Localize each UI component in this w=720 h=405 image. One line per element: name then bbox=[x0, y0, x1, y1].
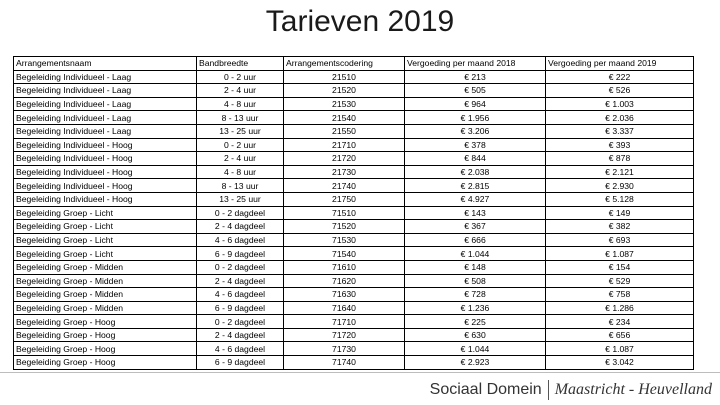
cell-arrangementsnaam: Begeleiding Individueel - Hoog bbox=[14, 192, 197, 206]
cell-arrangementsnaam: Begeleiding Individueel - Hoog bbox=[14, 179, 197, 193]
tariff-table-container bbox=[13, 56, 693, 370]
cell-vergoeding-2018: € 1.044 bbox=[405, 247, 546, 261]
cell-vergoeding-2019: € 1.286 bbox=[546, 301, 694, 315]
cell-bandbreedte: 2 - 4 uur bbox=[197, 152, 284, 166]
tariff-table bbox=[13, 56, 694, 370]
cell-vergoeding-2019: € 2.121 bbox=[546, 165, 694, 179]
cell-arrangementsnaam: Begeleiding Individueel - Hoog bbox=[14, 138, 197, 152]
cell-arrangementsnaam: Begeleiding Individueel - Hoog bbox=[14, 165, 197, 179]
cell-vergoeding-2018: € 367 bbox=[405, 220, 546, 234]
table-row bbox=[14, 328, 694, 342]
cell-bandbreedte: 0 - 2 dagdeel bbox=[197, 260, 284, 274]
cell-vergoeding-2019: € 2.036 bbox=[546, 111, 694, 125]
table-body bbox=[14, 70, 694, 369]
table-row bbox=[14, 247, 694, 261]
cell-arrangementsnaam: Begeleiding Groep - Midden bbox=[14, 301, 197, 315]
footer-org: Sociaal Domein bbox=[429, 381, 542, 398]
table-row bbox=[14, 342, 694, 356]
cell-arrangementsnaam: Begeleiding Groep - Licht bbox=[14, 233, 197, 247]
cell-arrangementscodering: 21550 bbox=[284, 124, 405, 138]
cell-arrangementsnaam: Begeleiding Groep - Licht bbox=[14, 206, 197, 220]
cell-vergoeding-2018: € 378 bbox=[405, 138, 546, 152]
cell-arrangementsnaam: Begeleiding Groep - Licht bbox=[14, 220, 197, 234]
cell-bandbreedte: 13 - 25 uur bbox=[197, 124, 284, 138]
footer-region: Maastricht - Heuvelland bbox=[554, 381, 712, 398]
table-row bbox=[14, 152, 694, 166]
cell-vergoeding-2019: € 393 bbox=[546, 138, 694, 152]
cell-bandbreedte: 6 - 9 dagdeel bbox=[197, 356, 284, 370]
table-row bbox=[14, 138, 694, 152]
footer-branding bbox=[430, 379, 712, 401]
cell-arrangementscodering: 71710 bbox=[284, 315, 405, 329]
cell-vergoeding-2019: € 758 bbox=[546, 288, 694, 302]
cell-vergoeding-2018: € 964 bbox=[405, 97, 546, 111]
table-row bbox=[14, 301, 694, 315]
cell-bandbreedte: 2 - 4 dagdeel bbox=[197, 328, 284, 342]
table-row bbox=[14, 70, 694, 84]
table-row bbox=[14, 84, 694, 98]
table-row bbox=[14, 165, 694, 179]
cell-bandbreedte: 0 - 2 uur bbox=[197, 70, 284, 84]
cell-arrangementsnaam: Begeleiding Groep - Hoog bbox=[14, 315, 197, 329]
cell-vergoeding-2019: € 529 bbox=[546, 274, 694, 288]
cell-arrangementscodering: 71640 bbox=[284, 301, 405, 315]
table-row bbox=[14, 111, 694, 125]
cell-bandbreedte: 2 - 4 dagdeel bbox=[197, 220, 284, 234]
table-header-row bbox=[14, 57, 694, 71]
cell-bandbreedte: 6 - 9 dagdeel bbox=[197, 301, 284, 315]
cell-arrangementsnaam: Begeleiding Groep - Midden bbox=[14, 260, 197, 274]
cell-vergoeding-2018: € 2.923 bbox=[405, 356, 546, 370]
cell-arrangementsnaam: Begeleiding Individueel - Laag bbox=[14, 97, 197, 111]
cell-arrangementscodering: 21750 bbox=[284, 192, 405, 206]
cell-bandbreedte: 4 - 6 dagdeel bbox=[197, 342, 284, 356]
table-row bbox=[14, 179, 694, 193]
cell-vergoeding-2018: € 666 bbox=[405, 233, 546, 247]
cell-vergoeding-2019: € 656 bbox=[546, 328, 694, 342]
cell-bandbreedte: 2 - 4 dagdeel bbox=[197, 274, 284, 288]
cell-arrangementscodering: 71510 bbox=[284, 206, 405, 220]
page-title: Tarieven 2019 bbox=[265, 5, 455, 38]
cell-arrangementsnaam: Begeleiding Groep - Midden bbox=[14, 288, 197, 302]
cell-arrangementsnaam: Begeleiding Individueel - Laag bbox=[14, 70, 197, 84]
cell-vergoeding-2019: € 3.042 bbox=[546, 356, 694, 370]
cell-vergoeding-2018: € 4.927 bbox=[405, 192, 546, 206]
header-vergoeding-2019: Vergoeding per maand 2019 bbox=[546, 57, 694, 71]
cell-vergoeding-2019: € 878 bbox=[546, 152, 694, 166]
cell-vergoeding-2019: € 3.337 bbox=[546, 124, 694, 138]
cell-vergoeding-2018: € 505 bbox=[405, 84, 546, 98]
cell-arrangementscodering: 71610 bbox=[284, 260, 405, 274]
cell-arrangementscodering: 21710 bbox=[284, 138, 405, 152]
cell-vergoeding-2018: € 1.236 bbox=[405, 301, 546, 315]
cell-bandbreedte: 2 - 4 uur bbox=[197, 84, 284, 98]
cell-arrangementsnaam: Begeleiding Groep - Hoog bbox=[14, 342, 197, 356]
header-arrangementsnaam: Arrangementsnaam bbox=[14, 57, 197, 71]
cell-arrangementscodering: 21740 bbox=[284, 179, 405, 193]
cell-arrangementsnaam: Begeleiding Groep - Hoog bbox=[14, 356, 197, 370]
cell-arrangementsnaam: Begeleiding Individueel - Laag bbox=[14, 111, 197, 125]
cell-bandbreedte: 13 - 25 uur bbox=[197, 192, 284, 206]
cell-arrangementscodering: 71740 bbox=[284, 356, 405, 370]
table-row bbox=[14, 356, 694, 370]
cell-vergoeding-2018: € 3.206 bbox=[405, 124, 546, 138]
cell-vergoeding-2019: € 2.930 bbox=[546, 179, 694, 193]
cell-vergoeding-2018: € 2.038 bbox=[405, 165, 546, 179]
cell-bandbreedte: 8 - 13 uur bbox=[197, 179, 284, 193]
cell-arrangementscodering: 71520 bbox=[284, 220, 405, 234]
cell-vergoeding-2018: € 213 bbox=[405, 70, 546, 84]
table-row bbox=[14, 97, 694, 111]
cell-bandbreedte: 4 - 6 dagdeel bbox=[197, 233, 284, 247]
cell-arrangementsnaam: Begeleiding Individueel - Hoog bbox=[14, 152, 197, 166]
table-row bbox=[14, 206, 694, 220]
cell-bandbreedte: 6 - 9 dagdeel bbox=[197, 247, 284, 261]
cell-bandbreedte: 4 - 8 uur bbox=[197, 165, 284, 179]
cell-bandbreedte: 0 - 2 uur bbox=[197, 138, 284, 152]
cell-bandbreedte: 8 - 13 uur bbox=[197, 111, 284, 125]
table-row bbox=[14, 260, 694, 274]
cell-arrangementscodering: 71530 bbox=[284, 233, 405, 247]
table-row bbox=[14, 288, 694, 302]
cell-arrangementscodering: 71630 bbox=[284, 288, 405, 302]
table-row bbox=[14, 124, 694, 138]
cell-bandbreedte: 0 - 2 dagdeel bbox=[197, 206, 284, 220]
cell-arrangementscodering: 21720 bbox=[284, 152, 405, 166]
cell-arrangementsnaam: Begeleiding Individueel - Laag bbox=[14, 124, 197, 138]
cell-vergoeding-2018: € 2.815 bbox=[405, 179, 546, 193]
cell-bandbreedte: 4 - 8 uur bbox=[197, 97, 284, 111]
header-bandbreedte: Bandbreedte bbox=[197, 57, 284, 71]
cell-vergoeding-2018: € 508 bbox=[405, 274, 546, 288]
cell-vergoeding-2019: € 222 bbox=[546, 70, 694, 84]
cell-arrangementscodering: 21530 bbox=[284, 97, 405, 111]
cell-vergoeding-2019: € 526 bbox=[546, 84, 694, 98]
cell-vergoeding-2019: € 693 bbox=[546, 233, 694, 247]
cell-vergoeding-2018: € 844 bbox=[405, 152, 546, 166]
table-row bbox=[14, 315, 694, 329]
footer-divider bbox=[0, 372, 720, 373]
cell-vergoeding-2018: € 1.044 bbox=[405, 342, 546, 356]
cell-vergoeding-2019: € 234 bbox=[546, 315, 694, 329]
table-row bbox=[14, 220, 694, 234]
cell-arrangementsnaam: Begeleiding Groep - Midden bbox=[14, 274, 197, 288]
header-arrangementscodering: Arrangementscodering bbox=[284, 57, 405, 71]
cell-arrangementscodering: 21510 bbox=[284, 70, 405, 84]
cell-vergoeding-2018: € 630 bbox=[405, 328, 546, 342]
cell-vergoeding-2019: € 1.087 bbox=[546, 342, 694, 356]
footer-separator bbox=[548, 380, 549, 400]
cell-arrangementsnaam: Begeleiding Groep - Hoog bbox=[14, 328, 197, 342]
table-row bbox=[14, 274, 694, 288]
cell-vergoeding-2019: € 154 bbox=[546, 260, 694, 274]
cell-vergoeding-2019: € 1.087 bbox=[546, 247, 694, 261]
cell-vergoeding-2018: € 143 bbox=[405, 206, 546, 220]
cell-arrangementscodering: 71620 bbox=[284, 274, 405, 288]
cell-bandbreedte: 4 - 6 dagdeel bbox=[197, 288, 284, 302]
cell-arrangementscodering: 21730 bbox=[284, 165, 405, 179]
cell-vergoeding-2019: € 1.003 bbox=[546, 97, 694, 111]
cell-vergoeding-2018: € 225 bbox=[405, 315, 546, 329]
table-row bbox=[14, 233, 694, 247]
cell-vergoeding-2019: € 5.128 bbox=[546, 192, 694, 206]
cell-vergoeding-2018: € 148 bbox=[405, 260, 546, 274]
cell-vergoeding-2019: € 149 bbox=[546, 206, 694, 220]
cell-vergoeding-2019: € 382 bbox=[546, 220, 694, 234]
cell-arrangementsnaam: Begeleiding Groep - Licht bbox=[14, 247, 197, 261]
cell-vergoeding-2018: € 1.956 bbox=[405, 111, 546, 125]
header-vergoeding-2018: Vergoeding per maand 2018 bbox=[405, 57, 546, 71]
cell-arrangementscodering: 21540 bbox=[284, 111, 405, 125]
cell-arrangementscodering: 71720 bbox=[284, 328, 405, 342]
cell-arrangementscodering: 21520 bbox=[284, 84, 405, 98]
table-row bbox=[14, 192, 694, 206]
cell-bandbreedte: 0 - 2 dagdeel bbox=[197, 315, 284, 329]
cell-arrangementscodering: 71730 bbox=[284, 342, 405, 356]
cell-arrangementscodering: 71540 bbox=[284, 247, 405, 261]
cell-arrangementsnaam: Begeleiding Individueel - Laag bbox=[14, 84, 197, 98]
cell-vergoeding-2018: € 728 bbox=[405, 288, 546, 302]
